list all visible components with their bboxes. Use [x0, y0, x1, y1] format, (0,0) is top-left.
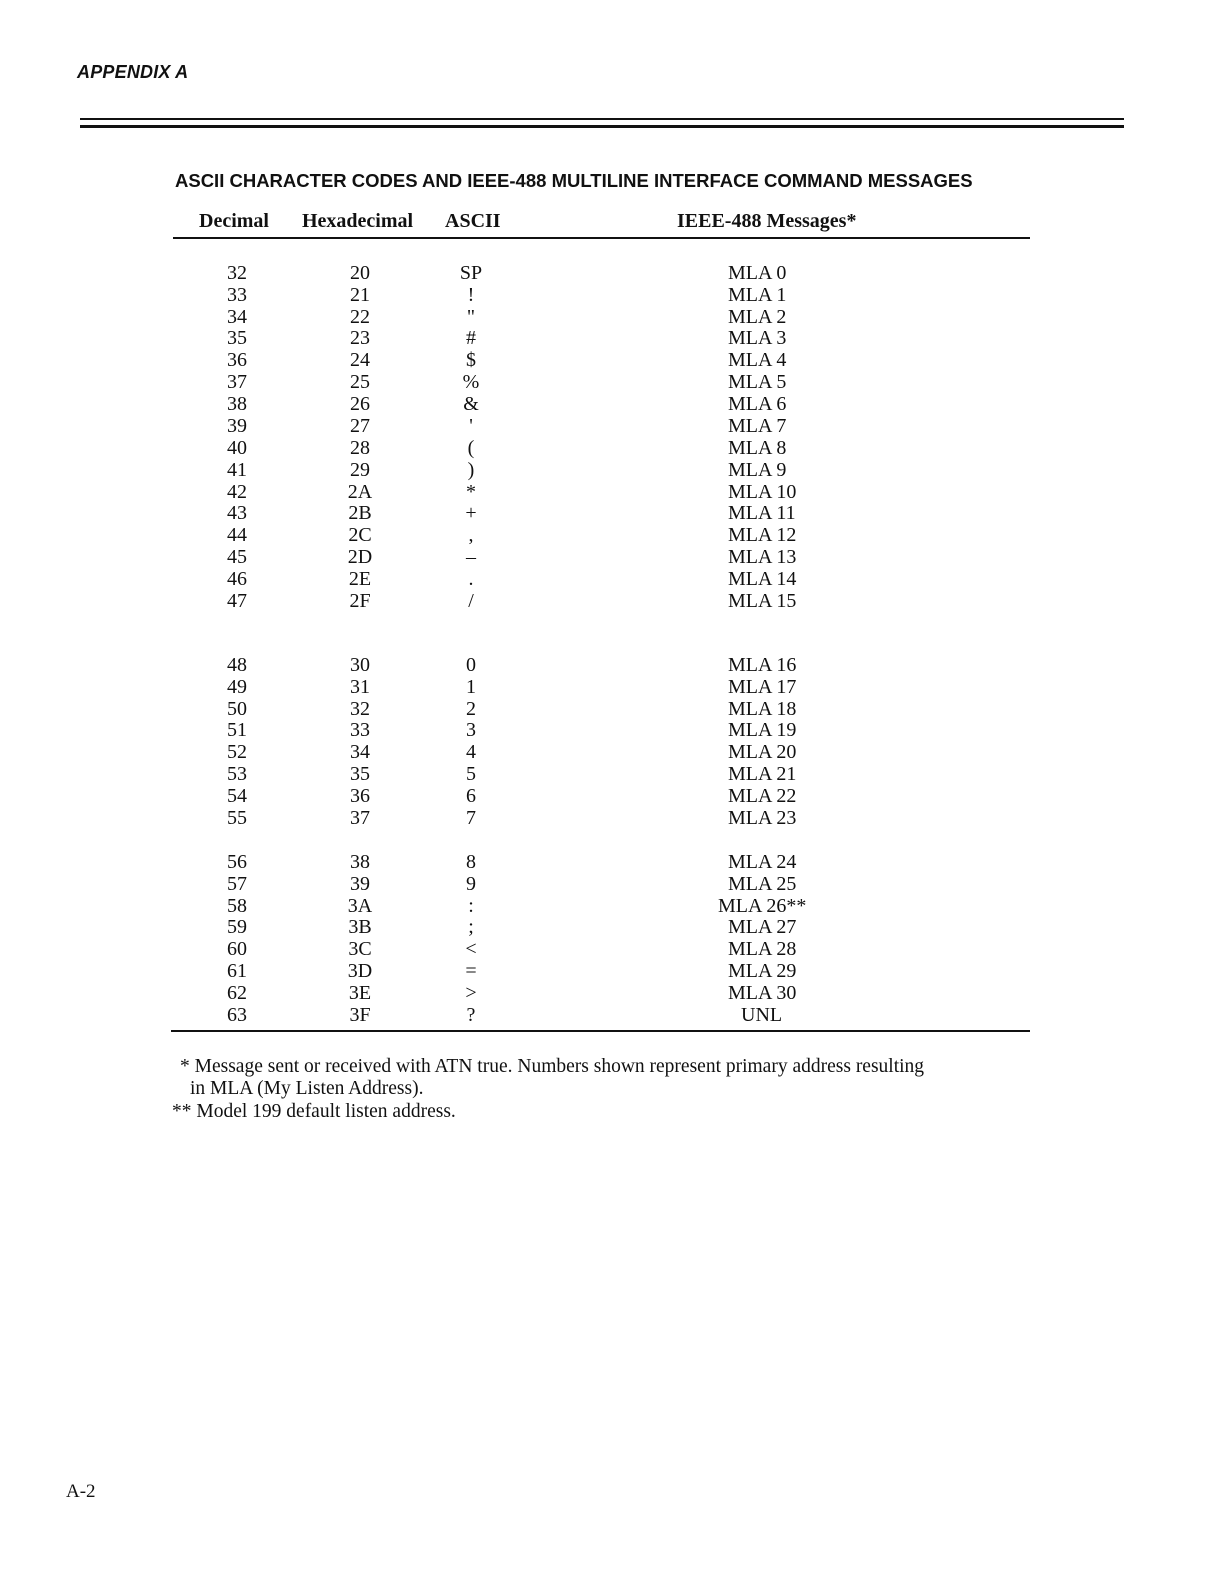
- footnote-default-address: ** Model 199 default listen address.: [172, 1101, 456, 1122]
- ascii-cell: ?: [466, 1003, 476, 1026]
- decimal-cell: 38: [227, 392, 247, 415]
- message-cell: MLA 20: [728, 741, 797, 764]
- decimal-cell: 62: [227, 981, 247, 1004]
- decimal-cell: 42: [227, 480, 247, 503]
- hexadecimal-cell: 25: [350, 371, 370, 393]
- decimal-cell: 58: [227, 894, 247, 917]
- table-row: [0, 393, 1224, 415]
- ascii-cell: %: [462, 371, 480, 393]
- ascii-cell: 5: [466, 763, 476, 785]
- table-row: [0, 327, 1224, 349]
- ascii-cell: 6: [466, 784, 476, 807]
- decimal-cell: 45: [227, 546, 247, 568]
- table-row: [0, 785, 1224, 807]
- table-row: [0, 437, 1224, 459]
- table-row: [0, 284, 1224, 306]
- ascii-cell: :: [468, 894, 474, 917]
- decimal-cell: 53: [227, 763, 247, 785]
- hexadecimal-cell: 20: [350, 262, 370, 284]
- decimal-cell: 46: [227, 567, 247, 590]
- hexadecimal-cell: 3A: [347, 894, 373, 917]
- table-row: [0, 568, 1224, 590]
- table-row: [0, 502, 1224, 524]
- hexadecimal-cell: 24: [350, 349, 370, 372]
- message-cell: MLA 6: [728, 392, 787, 415]
- decimal-cell: 34: [227, 305, 247, 328]
- ascii-cell: *: [466, 480, 476, 503]
- table-row: [0, 306, 1224, 328]
- decimal-cell: 63: [227, 1003, 247, 1026]
- message-cell: MLA 0: [728, 262, 787, 284]
- column-header-decimal: Decimal: [199, 210, 269, 232]
- message-cell: MLA 26**: [718, 894, 807, 917]
- ascii-cell: >: [465, 981, 477, 1004]
- hexadecimal-cell: 2D: [347, 546, 373, 568]
- hexadecimal-cell: 23: [350, 327, 370, 350]
- message-cell: MLA 21: [728, 763, 797, 785]
- ascii-cell: ): [467, 458, 475, 481]
- table-row: [0, 763, 1224, 785]
- hexadecimal-cell: 31: [350, 675, 370, 698]
- decimal-cell: 50: [227, 697, 247, 720]
- message-cell: MLA 28: [728, 938, 797, 961]
- hexadecimal-cell: 3E: [348, 981, 372, 1004]
- hexadecimal-cell: 2E: [348, 567, 372, 590]
- table-title: ASCII CHARACTER CODES AND IEEE-488 MULTILINE INTERFACE COMMAND MESSAGES: [175, 170, 973, 191]
- table-row: [0, 349, 1224, 371]
- table-row: [0, 371, 1224, 393]
- ascii-cell: $: [466, 349, 476, 372]
- message-cell: MLA 16: [728, 654, 797, 676]
- message-cell: MLA 5: [728, 371, 787, 393]
- message-cell: MLA 23: [728, 806, 797, 829]
- message-cell: MLA 17: [728, 675, 797, 698]
- table-row: [0, 546, 1224, 568]
- ascii-cell: ,: [468, 524, 474, 547]
- table-row: [0, 459, 1224, 481]
- footnote-atn: [172, 1056, 1052, 1100]
- decimal-cell: 41: [227, 458, 247, 481]
- hexadecimal-cell: 2C: [348, 524, 372, 547]
- ascii-cell: 1: [466, 675, 476, 698]
- ascii-cell: #: [466, 327, 476, 350]
- ascii-cell: –: [466, 546, 476, 568]
- table-row: [0, 676, 1224, 698]
- message-cell: MLA 25: [728, 872, 797, 895]
- table-row: [0, 481, 1224, 503]
- hexadecimal-cell: 33: [350, 719, 370, 742]
- message-cell: MLA 30: [728, 981, 797, 1004]
- message-cell: MLA 18: [728, 697, 797, 720]
- decimal-cell: 59: [227, 916, 247, 939]
- table-row: [0, 938, 1224, 960]
- ascii-cell: 0: [466, 654, 476, 676]
- message-cell: MLA 11: [728, 502, 796, 525]
- ascii-cell: .: [468, 567, 474, 590]
- decimal-cell: 49: [227, 675, 247, 698]
- decimal-cell: 51: [227, 719, 247, 742]
- page-number: A-2: [66, 1481, 96, 1502]
- table-row: [0, 982, 1224, 1004]
- section-label: APPENDIX A: [77, 62, 189, 82]
- hexadecimal-cell: 38: [350, 851, 370, 873]
- ascii-cell: &: [463, 392, 479, 415]
- message-cell: MLA 27: [728, 916, 797, 939]
- decimal-cell: 35: [227, 327, 247, 350]
- message-cell: MLA 7: [728, 414, 787, 437]
- message-cell: MLA 24: [728, 851, 797, 873]
- table-row: [0, 415, 1224, 437]
- table-row: [0, 590, 1224, 612]
- ascii-cell: ": [466, 305, 476, 328]
- message-cell: MLA 3: [728, 327, 787, 350]
- hexadecimal-cell: 26: [350, 392, 370, 415]
- hexadecimal-cell: 39: [350, 872, 370, 895]
- message-cell: MLA 10: [728, 480, 797, 503]
- hexadecimal-cell: 30: [350, 654, 370, 676]
- hexadecimal-cell: 3D: [347, 960, 373, 982]
- ascii-cell: =: [465, 960, 477, 982]
- hexadecimal-cell: 3C: [348, 938, 372, 961]
- ascii-cell: 2: [466, 697, 476, 720]
- ascii-cell: !: [467, 283, 475, 306]
- message-cell: MLA 1: [728, 283, 787, 306]
- ascii-cell: 7: [466, 806, 476, 829]
- message-cell: MLA 19: [728, 719, 797, 742]
- message-cell: MLA 8: [728, 437, 787, 459]
- hexadecimal-cell: 3B: [348, 916, 372, 939]
- footnotes: [172, 1056, 1052, 1123]
- ascii-cell: 4: [466, 741, 476, 764]
- table-row: [0, 698, 1224, 720]
- table-row: [0, 1004, 1224, 1026]
- column-header-messages: IEEE-488 Messages*: [677, 210, 857, 232]
- table-row: [0, 654, 1224, 676]
- message-cell: MLA 2: [728, 305, 787, 328]
- ascii-cell: 3: [466, 719, 476, 742]
- message-cell: MLA 12: [728, 524, 797, 547]
- table-row: [0, 851, 1224, 873]
- ascii-cell: 8: [466, 851, 476, 873]
- table-row: [0, 873, 1224, 895]
- ascii-cell: +: [465, 502, 477, 525]
- hexadecimal-cell: 22: [350, 305, 370, 328]
- hexadecimal-cell: 34: [350, 741, 370, 764]
- ascii-cell: ;: [468, 916, 474, 939]
- hexadecimal-cell: 21: [350, 283, 370, 306]
- table-row: [0, 916, 1224, 938]
- hexadecimal-cell: 35: [350, 763, 370, 785]
- message-cell: UNL: [741, 1003, 783, 1026]
- decimal-cell: 60: [227, 938, 247, 961]
- decimal-cell: 33: [227, 283, 247, 306]
- hexadecimal-cell: 2A: [347, 480, 373, 503]
- decimal-cell: 48: [227, 654, 247, 676]
- decimal-cell: 47: [227, 589, 247, 612]
- ascii-cell: (: [467, 437, 475, 459]
- ascii-cell: <: [465, 938, 477, 961]
- message-cell: MLA 15: [728, 589, 797, 612]
- decimal-cell: 43: [227, 502, 247, 525]
- table-row: [0, 895, 1224, 917]
- hexadecimal-cell: 27: [350, 414, 370, 437]
- message-cell: MLA 13: [728, 546, 797, 568]
- message-cell: MLA 14: [728, 567, 797, 590]
- table-row: [0, 524, 1224, 546]
- table-row: [0, 960, 1224, 982]
- hexadecimal-cell: 2F: [349, 589, 371, 612]
- decimal-cell: 52: [227, 741, 247, 764]
- decimal-cell: 61: [227, 960, 247, 982]
- decimal-cell: 32: [227, 262, 247, 284]
- decimal-cell: 56: [227, 851, 247, 873]
- ascii-cell: /: [468, 589, 474, 612]
- decimal-cell: 36: [227, 349, 247, 372]
- footnote-atn-line2: in MLA (My Listen Address).: [190, 1078, 424, 1099]
- table-row: [0, 807, 1224, 829]
- table-row: [0, 719, 1224, 741]
- table-row: [0, 262, 1224, 284]
- decimal-cell: 44: [227, 524, 247, 547]
- hexadecimal-cell: 32: [350, 697, 370, 720]
- column-header-hexadecimal: Hexadecimal: [302, 210, 414, 232]
- hexadecimal-cell: 37: [350, 806, 370, 829]
- footnote-atn-line1: * Message sent or received with ATN true. Numbers shown represent primary address resulting: [180, 1056, 925, 1077]
- decimal-cell: 54: [227, 784, 247, 807]
- hexadecimal-cell: 36: [350, 784, 370, 807]
- ascii-cell: 9: [466, 872, 476, 895]
- hexadecimal-cell: 29: [350, 458, 370, 481]
- message-cell: MLA 22: [728, 784, 797, 807]
- decimal-cell: 57: [227, 872, 247, 895]
- decimal-cell: 39: [227, 414, 247, 437]
- decimal-cell: 40: [227, 437, 247, 459]
- ascii-cell: ': [469, 414, 473, 437]
- message-cell: MLA 4: [728, 349, 787, 372]
- column-header-ascii: ASCII: [445, 210, 501, 232]
- decimal-cell: 37: [227, 371, 247, 393]
- decimal-cell: 55: [227, 806, 247, 829]
- hexadecimal-cell: 2B: [348, 502, 372, 525]
- message-cell: MLA 29: [728, 960, 797, 982]
- message-cell: MLA 9: [728, 458, 787, 481]
- ascii-cell: SP: [459, 262, 483, 284]
- table-row: [0, 741, 1224, 763]
- hexadecimal-cell: 28: [350, 437, 370, 459]
- bottom-rule: [171, 1030, 1030, 1032]
- hexadecimal-cell: 3F: [349, 1003, 371, 1026]
